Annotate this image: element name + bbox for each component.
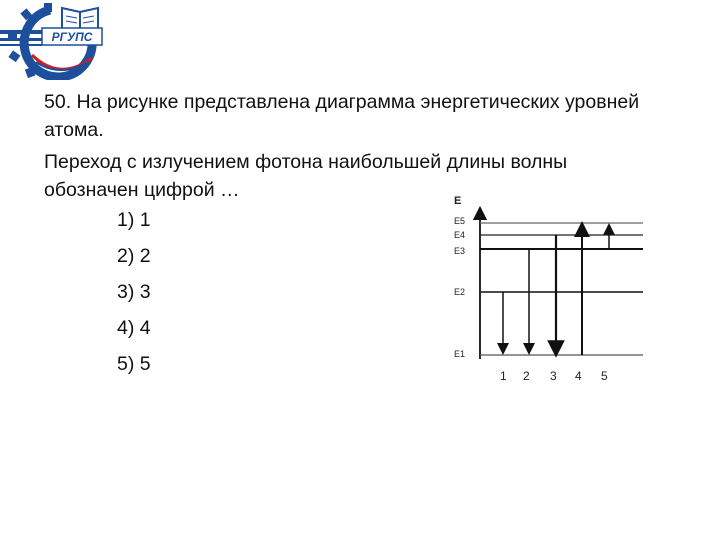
level-label-e4: E4 [454, 230, 466, 240]
transition-1-label: 1 [500, 369, 507, 383]
question-line-2: Переход с излучением фотона наибольшей длины волны обозначен цифрой … [44, 151, 568, 201]
answer-option-1: 1) 1 [117, 209, 151, 231]
answer-options [117, 206, 151, 386]
university-logo [0, 0, 110, 80]
energy-axis-label: E [454, 195, 462, 207]
transition-5-label: 5 [601, 369, 608, 383]
level-label-e3: E3 [454, 246, 466, 256]
logo-text: РГУПС [51, 30, 93, 44]
question-line-1: 50. На рисунке представлена диаграмма энергетических уровней атома. [44, 91, 640, 141]
answer-option-3: 3) 3 [117, 281, 151, 303]
energy-level-diagram [428, 191, 665, 403]
answer-option-5: 5) 5 [117, 353, 151, 375]
question-text [44, 88, 654, 208]
answer-option-4: 4) 4 [117, 317, 151, 339]
transition-4-label: 4 [575, 369, 582, 383]
level-label-e1: E1 [454, 349, 466, 359]
transition-2-label: 2 [523, 369, 530, 383]
answer-option-2: 2) 2 [117, 245, 151, 267]
level-label-e5: E5 [454, 216, 466, 226]
level-label-e2: E2 [454, 287, 466, 297]
transition-3-label: 3 [550, 369, 557, 383]
